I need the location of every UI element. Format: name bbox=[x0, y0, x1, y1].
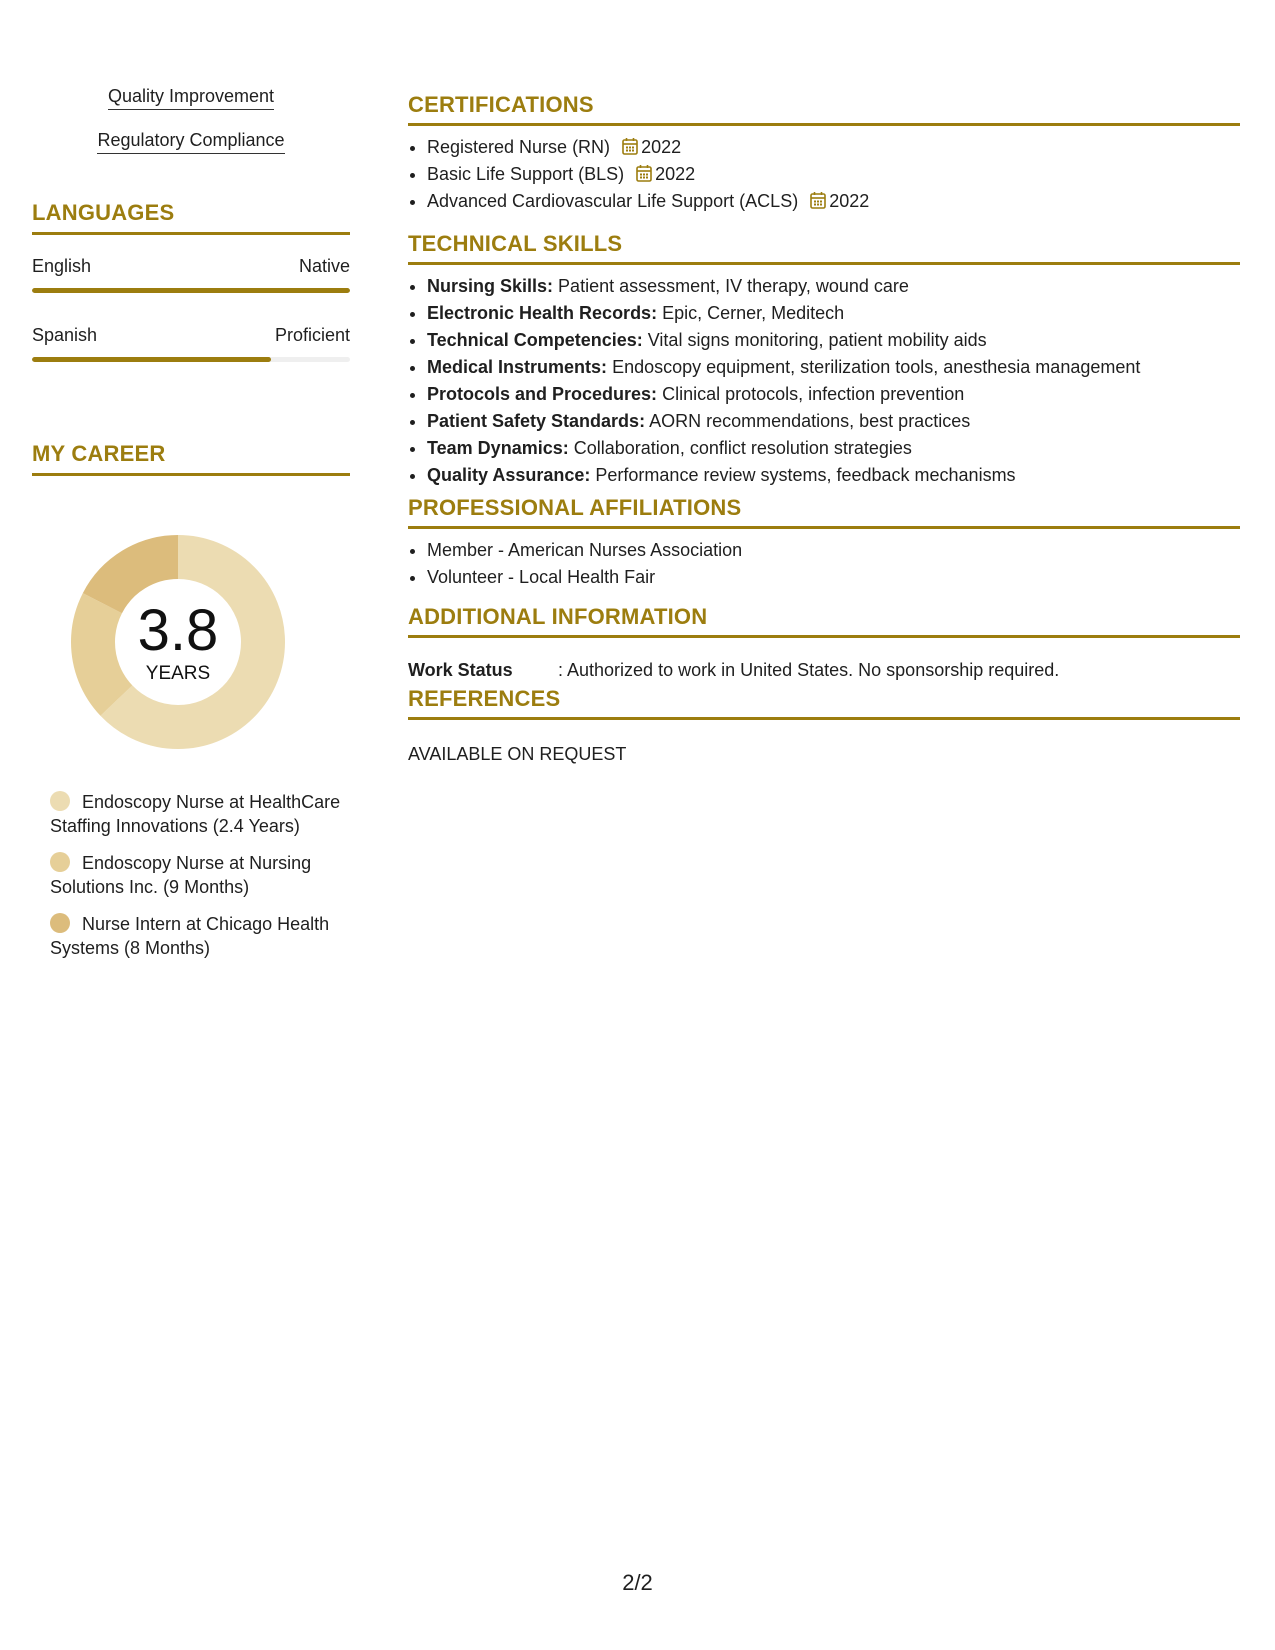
language-bar-fill bbox=[32, 288, 350, 293]
career-total-value: 3.8 bbox=[137, 598, 219, 663]
page-number: 2/2 bbox=[622, 1570, 653, 1595]
skill-label: Team Dynamics: bbox=[427, 438, 569, 458]
technical-skills-list bbox=[408, 273, 1239, 489]
skill-label: Technical Competencies: bbox=[427, 330, 643, 350]
technical-skill-item bbox=[427, 408, 1239, 435]
skill-label: Patient Safety Standards: bbox=[427, 411, 646, 431]
legend-dot-icon bbox=[50, 852, 70, 872]
references-text: AVAILABLE ON REQUEST bbox=[408, 744, 627, 764]
career-legend bbox=[50, 790, 350, 973]
skill-text: Patient assessment, IV therapy, wound care bbox=[558, 276, 909, 296]
technical-skill-item bbox=[427, 381, 1239, 408]
skill-label: Medical Instruments: bbox=[427, 357, 608, 377]
affiliations-title: PROFESSIONAL AFFILIATIONS bbox=[408, 495, 1240, 529]
technical-skill-item bbox=[427, 435, 1239, 462]
certification-item bbox=[427, 188, 1239, 215]
career-donut bbox=[66, 530, 290, 754]
language-row bbox=[32, 325, 350, 346]
skill-text: Collaboration, conflict resolution strategies bbox=[573, 438, 912, 458]
legend-label: Nurse Intern at Chicago Health Systems (8 Months) bbox=[50, 914, 330, 958]
skill-text: Performance review systems, feedback mechanisms bbox=[595, 465, 1016, 485]
certification-name: Registered Nurse (RN) bbox=[427, 137, 611, 157]
language-level: Native bbox=[298, 256, 350, 276]
references-title: REFERENCES bbox=[408, 686, 1240, 720]
technical-skill-item bbox=[427, 273, 1239, 300]
skill-text: AORN recommendations, best practices bbox=[649, 411, 971, 431]
career-total-unit: YEARS bbox=[145, 663, 211, 684]
calendar-icon bbox=[622, 137, 638, 155]
technical-skill-item bbox=[427, 327, 1239, 354]
skill-label: Quality Assurance: bbox=[427, 465, 591, 485]
work-status-row bbox=[408, 660, 1240, 681]
skill-tag-label: Quality Improvement bbox=[108, 86, 274, 110]
technical-skill-item bbox=[427, 354, 1239, 381]
affiliations-list bbox=[408, 537, 1239, 591]
certification-item bbox=[427, 134, 1239, 161]
skill-text: Epic, Cerner, Meditech bbox=[662, 303, 845, 323]
certification-item bbox=[427, 161, 1239, 188]
skill-tag bbox=[32, 130, 350, 154]
additional-info-title: ADDITIONAL INFORMATION bbox=[408, 604, 1240, 638]
certification-name: Basic Life Support (BLS) bbox=[427, 164, 625, 184]
career-legend-item bbox=[50, 851, 350, 899]
legend-dot-icon bbox=[50, 913, 70, 933]
language-bar bbox=[32, 288, 350, 293]
certifications-title: CERTIFICATIONS bbox=[408, 92, 1240, 126]
affiliation-item: • Volunteer - Local Health Fair bbox=[427, 564, 1239, 591]
language-row bbox=[32, 256, 350, 277]
legend-dot-icon bbox=[50, 791, 70, 811]
career-title: MY CAREER bbox=[32, 441, 350, 476]
certifications-list bbox=[408, 134, 1239, 215]
work-status-value: : Authorized to work in United States. No sponsorship required. bbox=[558, 660, 1060, 680]
language-bar-fill bbox=[32, 357, 271, 362]
technical-skill-item bbox=[427, 462, 1239, 489]
affiliation-item: • Member - American Nurses Association bbox=[427, 537, 1239, 564]
certification-year: 2022 bbox=[655, 164, 696, 184]
skill-tag bbox=[32, 86, 350, 110]
languages-title: LANGUAGES bbox=[32, 200, 350, 235]
language-name: English bbox=[32, 256, 92, 276]
career-legend-item bbox=[50, 912, 350, 960]
language-level: Proficient bbox=[274, 325, 350, 345]
legend-label: Endoscopy Nurse at HealthCare Staffing Innovations (2.4 Years) bbox=[50, 792, 341, 836]
skill-label: Protocols and Procedures: bbox=[427, 384, 658, 404]
skill-tag-label: Regulatory Compliance bbox=[97, 130, 284, 154]
technical-skills-title: TECHNICAL SKILLS bbox=[408, 231, 1240, 265]
calendar-icon bbox=[810, 191, 826, 209]
skill-text: Vital signs monitoring, patient mobility aids bbox=[647, 330, 987, 350]
language-name: Spanish bbox=[32, 325, 98, 345]
career-legend-item bbox=[50, 790, 350, 838]
technical-skill-item bbox=[427, 300, 1239, 327]
certification-name: Advanced Cardiovascular Life Support (ACLS) bbox=[427, 191, 799, 211]
skill-text: Clinical protocols, infection prevention bbox=[662, 384, 965, 404]
work-status-label: Work Status bbox=[408, 660, 513, 680]
skill-label: Nursing Skills: bbox=[427, 276, 554, 296]
certification-year: 2022 bbox=[641, 137, 682, 157]
skill-text: Endoscopy equipment, sterilization tools, anesthesia management bbox=[612, 357, 1141, 377]
calendar-icon bbox=[636, 164, 652, 182]
language-bar bbox=[32, 357, 350, 362]
legend-label: Endoscopy Nurse at Nursing Solutions Inc. (9 Months) bbox=[50, 853, 312, 897]
skill-label: Electronic Health Records: bbox=[427, 303, 658, 323]
certification-year: 2022 bbox=[829, 191, 870, 211]
